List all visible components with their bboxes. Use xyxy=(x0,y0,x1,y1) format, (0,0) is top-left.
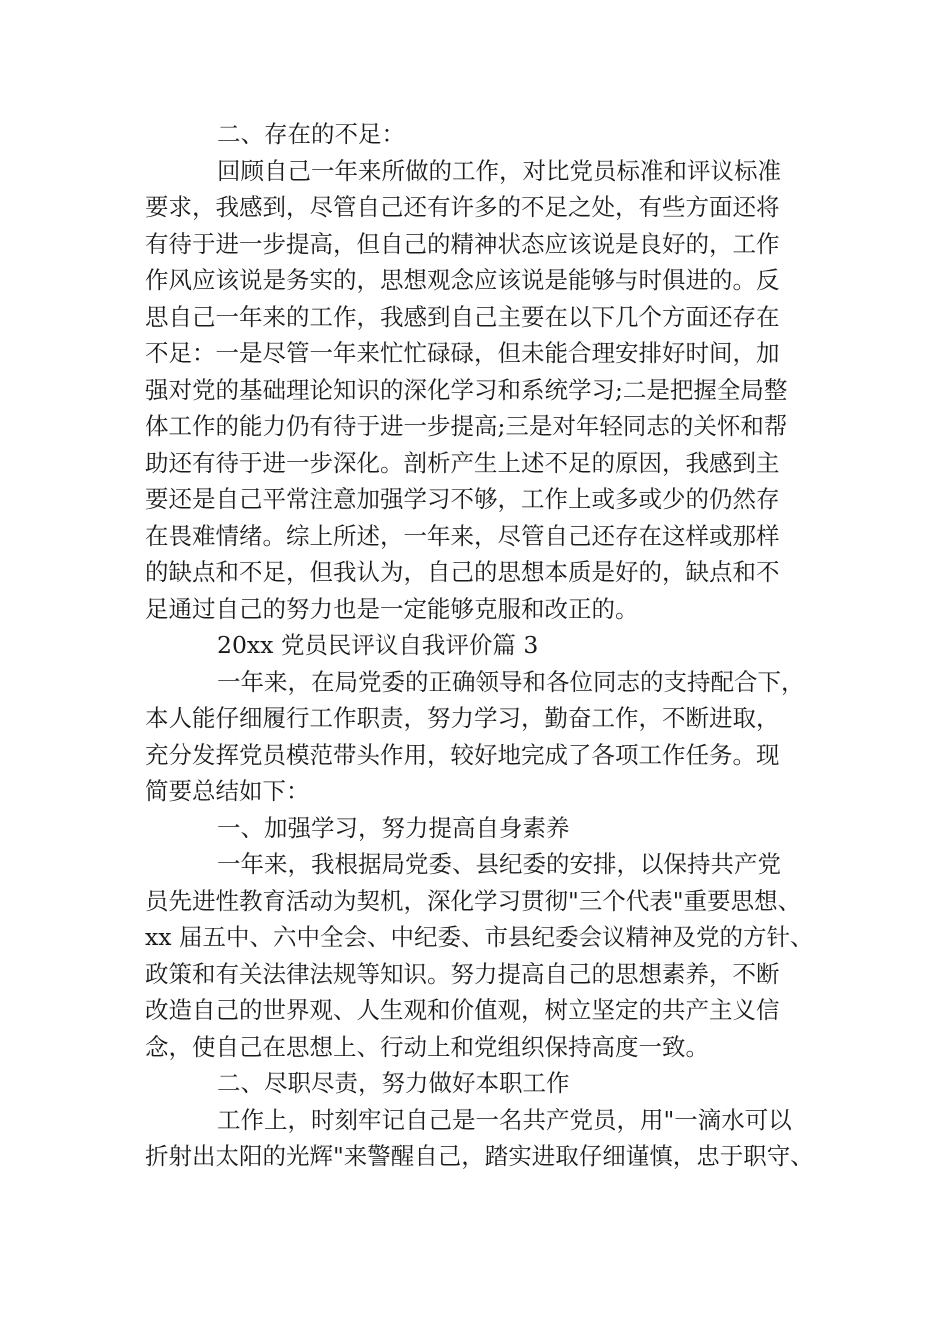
paragraph-line: 员先进性教育活动为契机，深化学习贯彻"三个代表"重要思想、 xyxy=(145,886,802,915)
paragraph-line: 念，使自己在思想上、行动上和党组织保持高度一致。 xyxy=(145,1032,709,1061)
paragraph-line: 一年来，我根据局党委、县纪委的安排，以保持共产党 xyxy=(217,850,781,878)
paragraph-line: 充分发挥党员模范带头作用，较好地完成了各项工作任务。现 xyxy=(145,740,780,769)
section-heading-study: 一、加强学习，努力提高自身素养 xyxy=(217,813,570,842)
document-body xyxy=(145,116,815,1175)
paragraph-line: 回顾自己一年来所做的工作，对比党员标准和评议标准 xyxy=(217,156,781,185)
paragraph-line: 不足：一是尽管一年来忙忙碌碌，但未能合理安排好时间，加 xyxy=(145,339,780,367)
section-heading-duties: 二、尽职尽责，努力做好本职工作 xyxy=(217,1069,570,1097)
paragraph-line: 工作上，时刻牢记自己是一名共产党员，用"一滴水可以 xyxy=(217,1105,792,1134)
paragraph-line: 助还有待于进一步深化。剖析产生上述不足的原因，我感到主 xyxy=(145,448,780,477)
paragraph-line: 折射出太阳的光辉"来警醒自己，踏实进取仔细谨慎，忠于职守、 xyxy=(145,1142,814,1170)
section-heading-shortcomings: 二、存在的不足： xyxy=(217,120,405,148)
paragraph-line: 政策和有关法律法规等知识。努力提高自己的思想素养，不断 xyxy=(145,959,780,988)
paragraph-line: xx 届五中、六中全会、中纪委、市县纪委会议精神及党的方针、 xyxy=(145,923,814,951)
paragraph-line: 强对党的基础理论知识的深化学习和系统学习;二是把握全局整 xyxy=(145,375,788,404)
paragraph-line: 作风应该说是务实的，思想观念应该说是能够与时俱进的。反 xyxy=(145,266,780,294)
paragraph-line: 要求，我感到，尽管自己还有许多的不足之处，有些方面还将 xyxy=(145,193,780,221)
paragraph-line: 在畏难情绪。综上所述，一年来，尽管自己还存在这样或那样 xyxy=(145,521,780,550)
paragraph-line: 有待于进一步提高，但自己的精神状态应该说是良好的，工作 xyxy=(145,229,780,258)
paragraph-line: 要还是自己平常注意加强学习不够，工作上或多或少的仍然存 xyxy=(145,485,780,513)
paragraph-line: 本人能仔细履行工作职责，努力学习，勤奋工作，不断进取， xyxy=(145,704,780,732)
paragraph-line: 足通过自己的努力也是一定能够克服和改正的。 xyxy=(145,594,639,623)
paragraph-line: 一年来，在局党委的正确领导和各位同志的支持配合下， xyxy=(217,667,805,696)
article-title: 20xx 党员民评议自我评价篇 3 xyxy=(217,631,539,659)
paragraph-line: 思自己一年来的工作，我感到自己主要在以下几个方面还存在 xyxy=(145,302,780,331)
paragraph-line: 体工作的能力仍有待于进一步提高;三是对年轻同志的关怀和帮 xyxy=(145,412,788,440)
paragraph-line: 简要总结如下： xyxy=(145,777,310,805)
paragraph-line: 的缺点和不足，但我认为，自己的思想本质是好的，缺点和不 xyxy=(145,558,780,586)
paragraph-line: 改造自己的世界观、人生观和价值观，树立坚定的共产主义信 xyxy=(145,996,780,1024)
